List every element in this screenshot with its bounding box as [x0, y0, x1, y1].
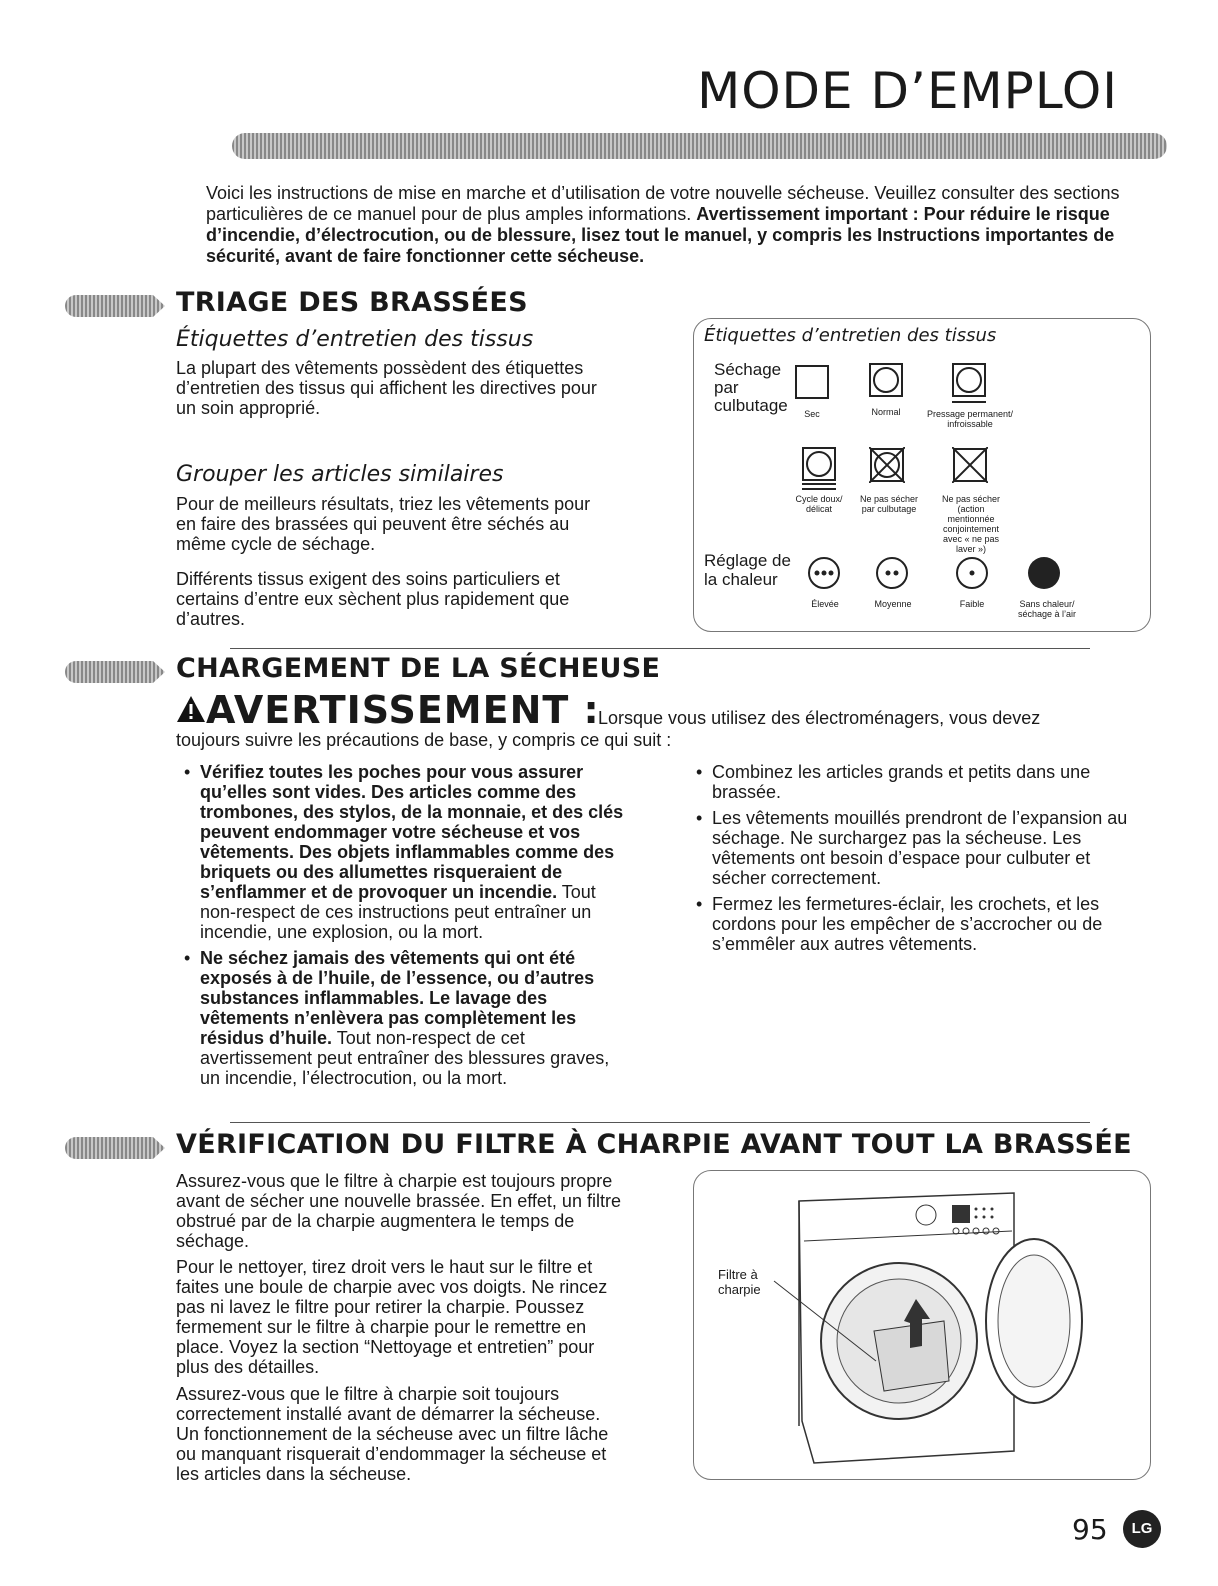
sym-dry-label: Sec	[804, 409, 820, 419]
section-heading-loading: CHARGEMENT DE LA SÉCHEUSE	[176, 653, 661, 684]
underline-bar-icon	[952, 399, 986, 405]
sym-gentle-label: Cycle doux/ délicat	[795, 494, 843, 514]
tumble-normal-icon	[869, 363, 903, 397]
section-marker	[65, 295, 165, 317]
bullet-bold: Vérifiez toutes les poches pour vous assurer qu’elles sont vides. Des articles comme des trombones, des stylos, de la monnaie, et des clés peuvent endommager votre sécheuse et vos vêtements. Des objets inflammables comme des briquets ou des allumettes risqueraient de s’enflammer et de provoquer un incendie.	[200, 762, 624, 902]
heat-label: Réglage de la chaleur	[704, 551, 791, 589]
sym-no-tumble-label: Ne pas sécher par culbutage	[859, 494, 919, 514]
subheading-group: Grouper les articles similaires	[176, 462, 504, 487]
no-dry-icon	[952, 447, 988, 483]
divider	[230, 648, 1090, 649]
bullet-text: Tout non-respect de cet avertissement peut entraîner des blessures graves, un incendie, l’électrocution, ou la mort.	[200, 1028, 610, 1088]
list-item	[178, 948, 628, 1088]
intro-text: Voici les instructions de mise en marche et d’utilisation de votre nouvelle sécheuse. Veuillez consulter des sections particulières de ce manuel pour de plus amples informations.	[206, 183, 1120, 224]
tumble-label: Séchage par culbutage	[714, 360, 788, 415]
heat-low-icon	[954, 555, 990, 591]
warning-triangle-icon	[176, 694, 206, 724]
list-item: • Fermez les fermetures-éclair, les crochets, et les cordons pour les empêcher de s’accrocher ou de s’emmêler aux autres vêtements.	[690, 894, 1145, 954]
dryer-illustration-box	[693, 1170, 1151, 1480]
filter-callout-label: Filtre à charpie	[718, 1267, 761, 1297]
heat-none-label: Sans chaleur/ séchage à l’air	[1017, 599, 1077, 619]
heat-high-label: Élevée	[811, 599, 839, 609]
bullet-text: Tout non-respect de ces instructions peut entraîner un incendie, une explosion, ou la mort.	[200, 882, 596, 942]
title-decor-bar	[232, 133, 1167, 159]
no-tumble-icon	[869, 447, 905, 483]
bullet-bold: Ne séchez jamais des vêtements qui ont été exposés à de l’huile, de l’essence, ou d’autres substances inflammables. Le lavage des vêtements n’enlèvera pas complètement les résidus d’huile.	[200, 948, 595, 1048]
section-marker	[65, 661, 165, 683]
list-item	[178, 762, 628, 942]
warning-text-2: toujours suivre les précautions de base, y compris ce qui suit :	[176, 730, 672, 750]
intro-paragraph	[206, 183, 1156, 267]
paragraph-care-labels: La plupart des vêtements possèdent des étiquettes d’entretien des tissus qui affichent les directives pour un soin approprié.	[176, 358, 597, 418]
sym-normal-label: Normal	[871, 407, 901, 417]
tumble-permanent-press-icon	[952, 363, 986, 397]
care-box-title: Étiquettes d’entretien des tissus	[704, 325, 997, 346]
page-number: 95	[1072, 1513, 1108, 1546]
care-symbols-box	[693, 318, 1151, 632]
section-heading-sorting: TRIAGE DES BRASSÉES	[176, 287, 528, 318]
no-heat-icon	[1026, 555, 1062, 591]
heat-medium-label: Moyenne	[874, 599, 912, 609]
heat-medium-icon	[874, 555, 910, 591]
heat-low-label: Faible	[959, 599, 985, 609]
list-item: • Combinez les articles grands et petits dans une brassée.	[690, 762, 1145, 802]
warning-word: AVERTISSEMENT :	[206, 688, 600, 732]
paragraph-fabrics: Différents tissus exigent des soins particuliers et certains d’entre eux sèchent plus rapidement que d’autres.	[176, 569, 570, 629]
paragraph-group: Pour de meilleurs résultats, triez les vêtements pour en faire des brassées qui peuvent être séchés au même cycle de séchage.	[176, 494, 591, 554]
filter-paragraph-2: Pour le nettoyer, tirez droit vers le haut sur le filtre et faites une boule de charpie avec vos doigts. Ne rincez pas ni lavez le filtre pour retirer la charpie. Poussez fermement sur le filtre à charpie pour le remettre en place. Voyez la section “Nettoyage et entretien” pour plus des détailles.	[176, 1257, 608, 1377]
sym-perm-label: Pressage permanent/ infroissable	[926, 409, 1014, 429]
section-marker	[65, 1137, 165, 1159]
warning-text: Lorsque vous utilisez des électroménagers, vous devez	[598, 708, 1041, 728]
intro-warning: Avertissement important : Pour réduire le risque d’incendie, d’électrocution, ou de blessure, lisez tout le manuel, y compris les Instructions importantes de sécurité, avant de faire fonctionner cette sécheuse.	[206, 204, 1115, 266]
page-title: MODE D’EMPLOI	[697, 62, 1118, 120]
list-item: • Les vêtements mouillés prendront de l’expansion au séchage. Ne surchargez pas la sécheuse. Les vêtements ont besoin d’espace pour culbuter et sécher correctement.	[690, 808, 1145, 888]
left-bullet-list	[178, 762, 628, 1094]
dry-square-icon	[795, 365, 829, 399]
sym-no-dry-label: Ne pas sécher (action mentionnée conjointement avec « ne pas laver »)	[941, 494, 1001, 554]
filter-paragraph-1: Assurez-vous que le filtre à charpie est toujours propre avant de sécher une nouvelle brassée. En effet, un filtre obstrué par de la charpie augmentera le temps de séchage.	[176, 1171, 621, 1251]
filter-paragraph-3: Assurez-vous que le filtre à charpie soit toujours correctement installé avant de démarrer la sécheuse. Un fonctionnement de la sécheuse avec un filtre lâche ou manquant risquerait d’endommager la sécheuse et les articles dans la sécheuse.	[176, 1384, 609, 1484]
dryer-illustration	[694, 1171, 1150, 1479]
subheading-care-labels: Étiquettes d’entretien des tissus	[176, 327, 534, 352]
heat-high-icon	[806, 555, 842, 591]
tumble-gentle-icon	[802, 447, 836, 491]
lg-logo-icon: LG	[1123, 1510, 1161, 1548]
divider	[230, 1122, 1090, 1123]
section-heading-filter: VÉRIFICATION DU FILTRE À CHARPIE AVANT TOUT LA BRASSÉE	[176, 1129, 1132, 1160]
right-bullet-list	[690, 762, 1145, 960]
